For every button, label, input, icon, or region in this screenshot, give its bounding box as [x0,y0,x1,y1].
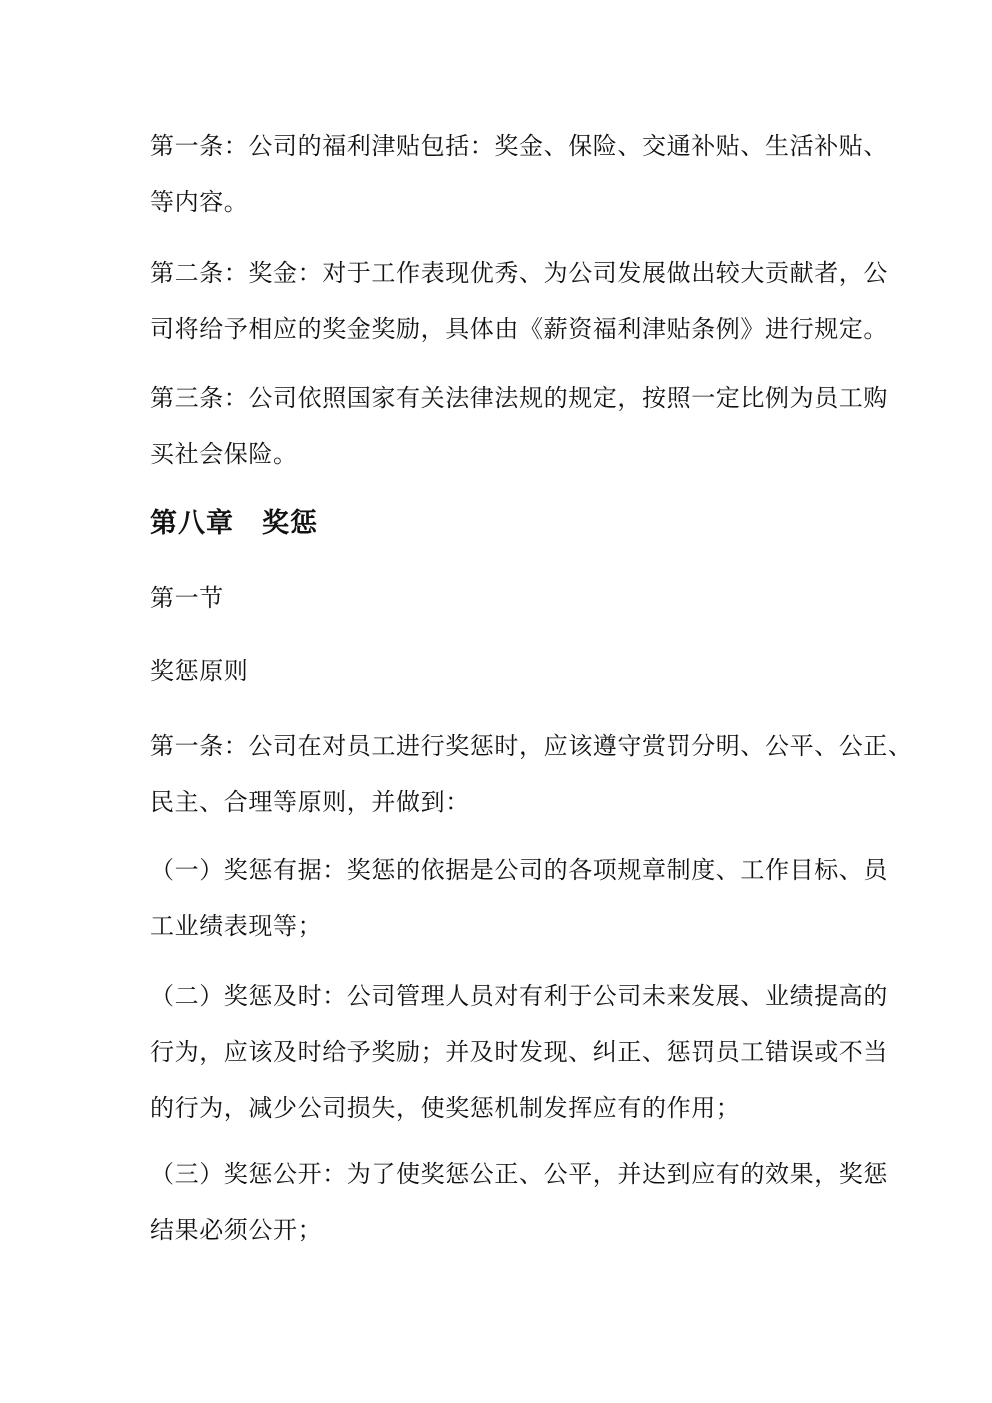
article-3-paragraph [150,370,888,482]
article-1-paragraph [150,118,888,230]
item-1-line-1: （一）奖惩有据：奖惩的依据是公司的各项规章制度、工作目标、员 [150,856,888,884]
article-1-line-1: 第一条：公司的福利津贴包括：奖金、保险、交通补贴、生活补贴、 [150,132,888,160]
item-2-line-3: 的行为，减少公司损失，使奖惩机制发挥应有的作用； [150,1094,741,1122]
item-2-paragraph [150,968,888,1136]
section-label: 第一节 [150,584,224,612]
article-2-line-1: 第二条：奖金：对于工作表现优秀、为公司发展做出较大贡献者，公 [150,259,888,287]
item-1-line-2: 工业绩表现等； [150,912,323,940]
item-3-line-1: （三）奖惩公开：为了使奖惩公正、公平，并达到应有的效果，奖惩 [150,1160,888,1188]
section-title: 奖惩原则 [150,657,249,685]
principle-article-1-line-1: 第一条：公司在对员工进行奖惩时，应该遵守赏罚分明、公平、公正、 [150,732,913,760]
principle-article-1-line-2: 民主、合理等原则，并做到： [150,788,470,816]
item-2-line-1: （二）奖惩及时：公司管理人员对有利于公司未来发展、业绩提高的 [150,982,888,1010]
item-3-line-2: 结果必须公开； [150,1216,323,1244]
chapter-heading: 第八章 奖惩 [150,508,318,539]
article-3-line-2: 买社会保险。 [150,440,298,468]
article-2-line-2: 司将给予相应的奖金奖励，具体由《薪资福利津贴条例》进行规定。 [150,315,888,343]
principle-article-1-paragraph [150,718,913,830]
item-2-line-2: 行为，应该及时给予奖励；并及时发现、纠正、惩罚员工错误或不当 [150,1038,888,1066]
item-3-paragraph [150,1146,888,1258]
item-1-paragraph [150,842,888,954]
article-3-line-1: 第三条：公司依照国家有关法律法规的规定，按照一定比例为员工购 [150,384,888,412]
article-2-paragraph [150,245,888,357]
article-1-line-2: 等内容。 [150,188,249,216]
